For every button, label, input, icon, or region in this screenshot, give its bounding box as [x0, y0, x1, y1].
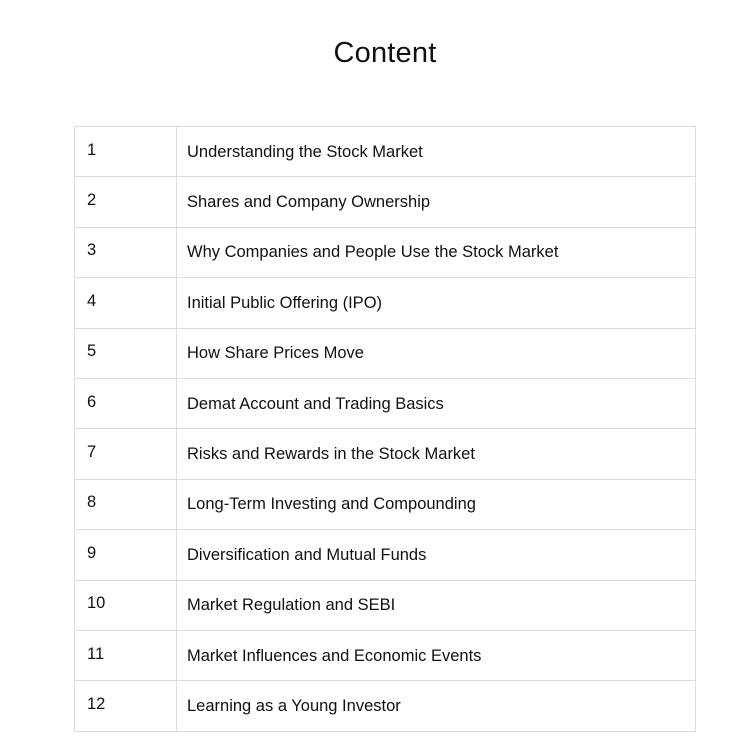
table-row	[75, 378, 696, 428]
row-topic: Long-Term Investing and Compounding	[177, 479, 696, 529]
contents-table	[74, 126, 696, 732]
contents-table-body	[75, 127, 696, 732]
table-row	[75, 530, 696, 580]
table-row	[75, 278, 696, 328]
table-row	[75, 127, 696, 177]
row-topic: Diversification and Mutual Funds	[177, 530, 696, 580]
row-number: 2	[75, 177, 177, 227]
row-topic: Demat Account and Trading Basics	[177, 378, 696, 428]
row-number: 3	[75, 227, 177, 277]
row-topic: Understanding the Stock Market	[177, 127, 696, 177]
row-number: 8	[75, 479, 177, 529]
row-topic: Market Regulation and SEBI	[177, 580, 696, 630]
table-row	[75, 479, 696, 529]
row-number: 6	[75, 378, 177, 428]
table-row	[75, 429, 696, 479]
row-number: 11	[75, 630, 177, 680]
table-row	[75, 177, 696, 227]
row-number: 4	[75, 278, 177, 328]
row-number: 7	[75, 429, 177, 479]
row-topic: Learning as a Young Investor	[177, 681, 696, 731]
row-topic: Initial Public Offering (IPO)	[177, 278, 696, 328]
row-number: 10	[75, 580, 177, 630]
row-topic: Market Influences and Economic Events	[177, 630, 696, 680]
row-topic: Why Companies and People Use the Stock Market	[177, 227, 696, 277]
row-number: 9	[75, 530, 177, 580]
row-topic: Risks and Rewards in the Stock Market	[177, 429, 696, 479]
row-topic: Shares and Company Ownership	[177, 177, 696, 227]
row-topic: How Share Prices Move	[177, 328, 696, 378]
row-number: 5	[75, 328, 177, 378]
table-row	[75, 630, 696, 680]
row-number: 1	[75, 127, 177, 177]
table-row	[75, 681, 696, 731]
table-row	[75, 227, 696, 277]
table-row	[75, 580, 696, 630]
row-number: 12	[75, 681, 177, 731]
page-title: Content	[333, 37, 437, 69]
table-row	[75, 328, 696, 378]
